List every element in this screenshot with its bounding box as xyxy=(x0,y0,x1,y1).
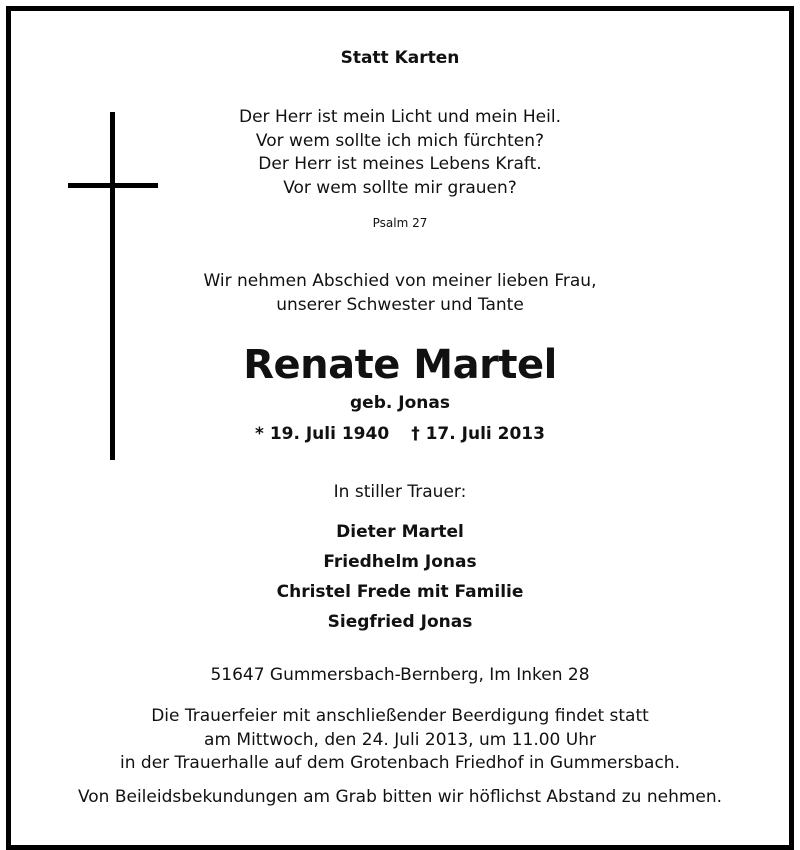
verse-line: Der Herr ist mein Licht und mein Heil. xyxy=(239,107,561,127)
intro-line: Wir nehmen Abschied von meiner lieben Frau, xyxy=(203,271,597,291)
verse-line: Der Herr ist meines Lebens Kraft. xyxy=(258,154,542,174)
mourning-intro: In stiller Trauer: xyxy=(333,482,467,502)
maiden-name: geb. Jonas xyxy=(350,393,450,413)
closing-note: Von Beileidsbekundungen am Grab bitten wir höflichst Abstand zu nehmen. xyxy=(77,787,723,807)
funeral-line: am Mittwoch, den 24. Juli 2013, um 11.00 Uhr xyxy=(204,729,596,750)
address: 51647 Gummersbach-Bernberg, Im Inken 28 xyxy=(210,665,590,685)
mourner-name: Christel Frede mit Familie xyxy=(276,582,524,602)
funeral-line: Die Trauerfeier mit anschließender Beerdigung findet statt xyxy=(151,706,649,726)
farewell-intro xyxy=(0,270,800,317)
death-date: † 17. Juli 2013 xyxy=(411,424,545,444)
notice-header: Statt Karten xyxy=(340,48,460,68)
life-dates xyxy=(0,424,800,444)
verse-line: Vor wem sollte mir grauen? xyxy=(283,177,517,198)
verse-line: Vor wem sollte ich mich fürchten? xyxy=(255,130,545,151)
mourner-name: Dieter Martel xyxy=(336,522,464,542)
mourners-list xyxy=(0,517,800,637)
funeral-info xyxy=(0,705,800,776)
bible-verse xyxy=(0,106,800,200)
intro-line: unserer Schwester und Tante xyxy=(276,294,524,315)
psalm-reference: Psalm 27 xyxy=(372,216,428,230)
birth-date: * 19. Juli 1940 xyxy=(255,424,390,444)
deceased-name: Renate Martel xyxy=(243,342,557,388)
funeral-line: in der Trauerhalle auf dem Grotenbach Friedhof in Gummersbach. xyxy=(120,753,680,773)
mourner-name: Siegfried Jonas xyxy=(327,612,473,632)
mourner-name: Friedhelm Jonas xyxy=(323,552,477,572)
